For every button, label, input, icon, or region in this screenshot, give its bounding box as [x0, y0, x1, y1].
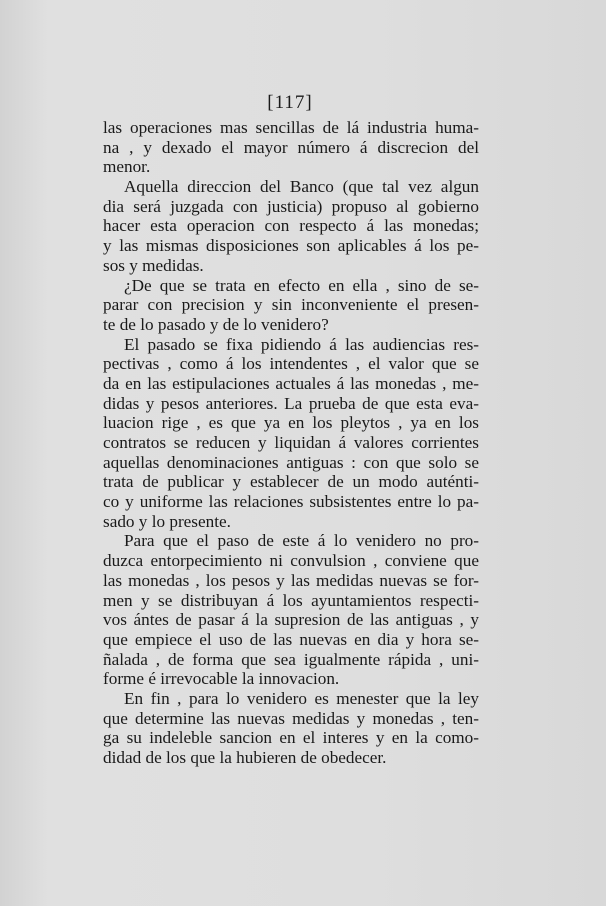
text-line: las operaciones mas sencillas de lá industria huma-	[103, 118, 479, 137]
text-line: na , y dexado el mayor número á discrecion del	[103, 137, 479, 157]
text-line: forme é irrevocable la innovacion.	[103, 669, 340, 689]
text-line: vos ántes de pasar á la supresion de las antiguas , y	[103, 610, 479, 630]
text-line: sos y medidas.	[103, 255, 204, 275]
text-line: y las mismas disposiciones son aplicables á los pe-	[103, 236, 479, 256]
text-line: que determine las nuevas medidas y monedas , ten-	[103, 708, 479, 728]
text-line: te de lo pasado y de lo venidero?	[103, 314, 329, 334]
text-line: duzca entorpecimiento ni convulsion , conviene que	[103, 551, 479, 571]
text-line: El pasado se fixa pidiendo á las audiencias res-	[124, 334, 479, 354]
text-line: menor.	[103, 157, 151, 177]
text-line: pectivas , como á los intendentes , el valor que se	[103, 354, 479, 374]
text-line: co y uniforme las relaciones subsistentes entre lo pa-	[103, 492, 479, 512]
text-line: sado y lo presente.	[103, 511, 231, 531]
body-text	[103, 118, 479, 768]
text-line: contratos se reducen y liquidan á valores corrientes	[103, 433, 479, 452]
text-line: luacion rige , es que ya en los pleytos , ya en los	[103, 413, 479, 433]
text-line: ñalada , de forma que sea igualmente rápida , uni-	[103, 649, 479, 669]
text-line: dia será juzgada con justicia) propuso al gobierno	[103, 196, 479, 216]
text-line: hacer esta operacion con respecto á las monedas;	[103, 216, 479, 236]
text-line: men y se distribuyan á los ayuntamientos respecti-	[103, 590, 479, 610]
text-line: da en las estipulaciones actuales á las monedas , me-	[103, 373, 479, 393]
text-line: que empiece el uso de las nuevas en dia y hora se-	[103, 629, 479, 649]
text-line: ¿De que se trata en efecto en ella , sino de se-	[124, 275, 479, 295]
text-line: En fin , para lo venidero es menester que la ley	[124, 688, 479, 708]
page-number: [117]	[267, 92, 313, 113]
text-line: las monedas , los pesos y las medidas nuevas se for-	[103, 570, 479, 590]
text-line: trata de publicar y establecer de un modo auténti-	[103, 472, 479, 492]
text-line: didad de los que la hubieren de obedecer.	[103, 748, 387, 767]
text-line: aquellas denominaciones antiguas : con que solo se	[103, 452, 479, 472]
text-line: Aquella direccion del Banco (que tal vez algun	[124, 177, 479, 197]
text-line: ga su indeleble sancion en el interes y en la como-	[103, 728, 479, 748]
text-line: didas y pesos anteriores. La prueba de que esta eva-	[103, 393, 479, 413]
text-line: Para que el paso de este á lo venidero no pro-	[124, 531, 479, 551]
text-line: parar con precision y sin inconveniente el presen-	[103, 295, 479, 315]
